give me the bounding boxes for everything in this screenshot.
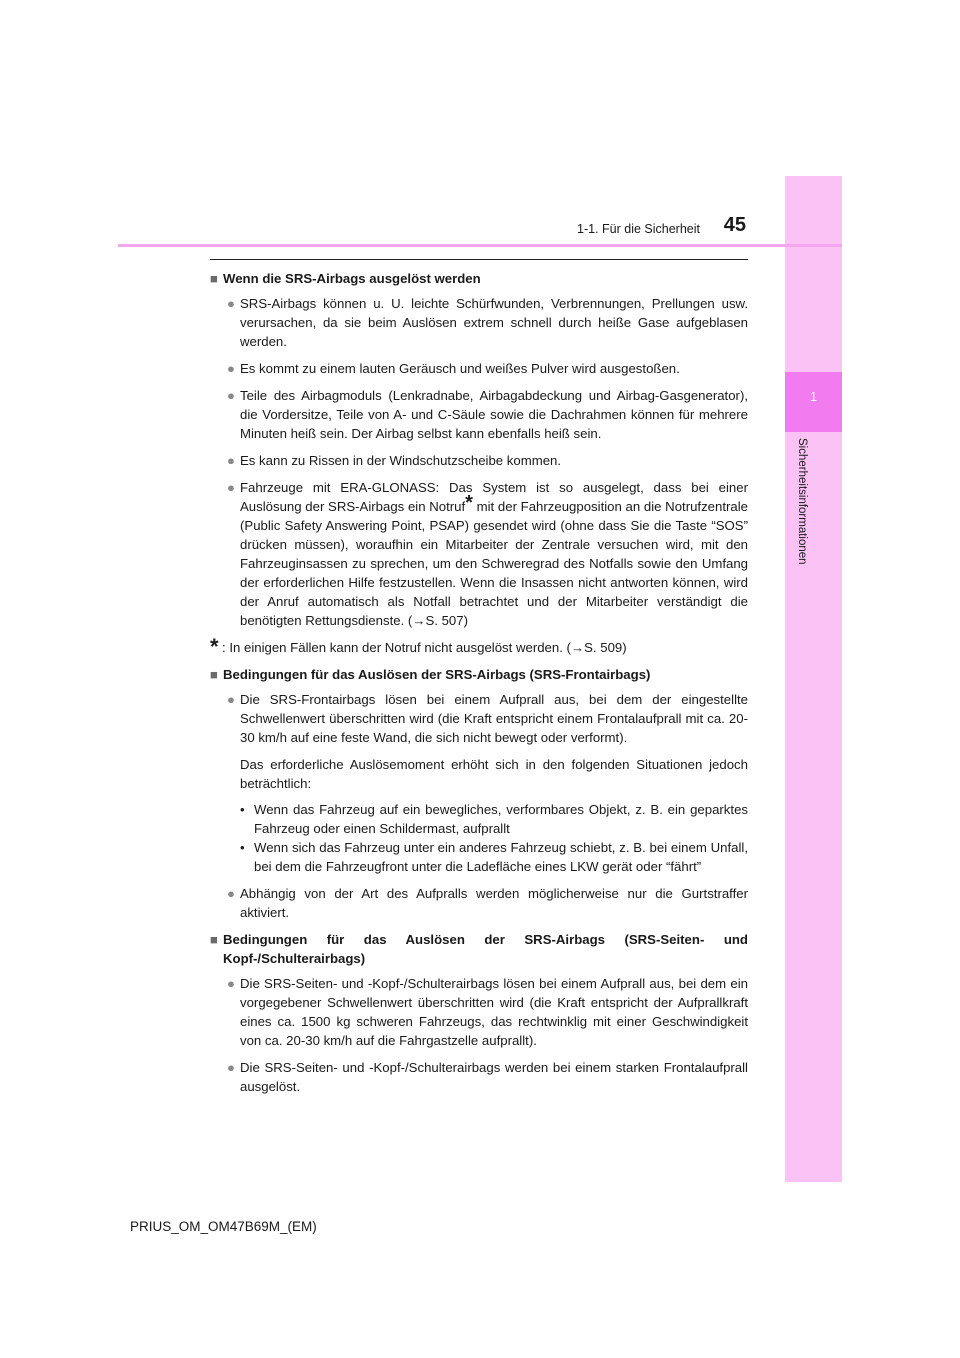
square-bullet-icon: ■ bbox=[210, 271, 218, 286]
round-bullet-icon: ● bbox=[227, 886, 235, 901]
dot-bullet-icon: • bbox=[240, 840, 245, 855]
bullet-item: ● Die SRS-Frontairbags lösen bei einem Aufprall aus, bei dem der eingestellte Schwellenwert überschritten wird (die Kraft entspricht einem Frontalaufprall mit ca. 20-30 km/h auf eine feste Wand, die sich nicht bewegt oder verformt). bbox=[227, 692, 748, 745]
bullet-item: ● SRS-Airbags können u. U. leichte Schürfwunden, Verbrennungen, Prellungen usw. verursachen, da sie beim Auslösen extrem schnell durch heiße Gase aufgeblasen werden. bbox=[227, 296, 748, 349]
round-bullet-icon: ● bbox=[227, 480, 235, 495]
footnote-marker: * bbox=[465, 492, 473, 514]
section-title: 1-1. Für die Sicherheit bbox=[577, 222, 700, 236]
chapter-label: Sicherheitsinformationen bbox=[796, 438, 808, 565]
dot-bullet-icon: • bbox=[240, 802, 245, 817]
section-heading: ■ Wenn die SRS-Airbags ausgelöst werden bbox=[210, 271, 481, 286]
divider bbox=[210, 259, 748, 260]
page-content bbox=[210, 263, 748, 1104]
section-heading: ■ Bedingungen für das Auslösen der SRS-Airbags (SRS-Frontairbags) bbox=[210, 667, 651, 682]
page-number: 45 bbox=[723, 214, 746, 236]
round-bullet-icon: ● bbox=[227, 453, 235, 468]
round-bullet-icon: ● bbox=[227, 1060, 235, 1075]
bullet-item: ● Fahrzeuge mit ERA-GLONASS: Das System ist so ausgelegt, dass bei einer Auslösung der SRS-Airbags ein Notruf* mit der Fahrzeugposition an die Notrufzentrale (Public Safety Answering Point, PSAP) gesendet wird (ohne dass Sie die Taste “SOS” drücken müssen), woraufhin ein Mitarbeiter der Zentrale versuchen wird, mit den Fahrzeuginsassen zu sprechen, um den Schweregrad des Notfalls sowie den Umfang der erforderlichen Hilfe festzustellen. Wenn die Insassen nicht antworten können, wird der Anruf automatisch als Notfall betrachtet und der Mitarbeiter verständigt die benötigten Rettungsdienste. (→S. 507) bbox=[227, 480, 749, 628]
sub-item: • Wenn das Fahrzeug auf ein bewegliches, verformbares Objekt, z. B. ein geparktes Fahrzeug oder einen Schildermast, aufprallt bbox=[240, 802, 748, 836]
document-id: PRIUS_OM_OM47B69M_(EM) bbox=[130, 1219, 317, 1234]
round-bullet-icon: ● bbox=[227, 976, 235, 991]
bullet-item: ● Abhängig von der Art des Aufpralls werden möglicherweise nur die Gurtstraffer aktiviert. bbox=[227, 886, 748, 920]
round-bullet-icon: ● bbox=[227, 388, 235, 403]
square-bullet-icon: ■ bbox=[210, 932, 218, 947]
bullet-item: ● Teile des Airbagmoduls (Lenkradnabe, Airbagabdeckung und Airbag-Gasgenerator), die Vordersitze, Teile von A- und C-Säule sowie die Dachrahmen können für mehrere Minuten heiß sein. Der Airbag selbst kann ebenfalls heiß sein. bbox=[227, 388, 748, 441]
section-heading: ■ Bedingungen für das Auslösen der SRS-Airbags (SRS-Seiten- und Kopf-/Schulterairbags) bbox=[210, 932, 748, 966]
footnote: * : In einigen Fällen kann der Notruf nicht ausgelöst werden. (→S. 509) bbox=[210, 634, 627, 659]
round-bullet-icon: ● bbox=[227, 361, 235, 376]
paragraph: Das erforderliche Auslösemoment erhöht sich in den folgenden Situationen jedoch beträchtlich: bbox=[240, 757, 748, 791]
round-bullet-icon: ● bbox=[227, 296, 235, 311]
chapter-number: 1 bbox=[809, 389, 818, 404]
header-line bbox=[118, 244, 842, 247]
round-bullet-icon: ● bbox=[227, 692, 235, 707]
sub-item: • Wenn sich das Fahrzeug unter ein anderes Fahrzeug schiebt, z. B. bei einem Unfall, bei dem die Fahrzeugfront unter die Ladefläche eines LKW gerät oder “fährt” bbox=[240, 840, 748, 874]
asterisk-icon: * bbox=[210, 634, 219, 659]
side-tab bbox=[785, 176, 842, 1182]
square-bullet-icon: ■ bbox=[210, 667, 218, 682]
bullet-item: ● Die SRS-Seiten- und -Kopf-/Schulterairbags lösen bei einem Aufprall aus, bei dem ein vorgegebener Schwellenwert überschritten wird (die Kraft entspricht der Aufprallkraft eines ca. 1500 kg schweren Fahrzeugs, das rechtwinklig mit einer Geschwindigkeit von ca. 20-30 km/h auf die Fahrgastzelle aufprallt). bbox=[227, 976, 748, 1048]
bullet-item: ● Es kommt zu einem lauten Geräusch und weißes Pulver wird ausgestoßen. bbox=[227, 361, 680, 376]
bullet-item: ● Es kann zu Rissen in der Windschutzscheibe kommen. bbox=[227, 453, 562, 468]
bullet-item: ● Die SRS-Seiten- und -Kopf-/Schulterairbags werden bei einem starken Frontalaufprall ausgelöst. bbox=[227, 1060, 748, 1094]
